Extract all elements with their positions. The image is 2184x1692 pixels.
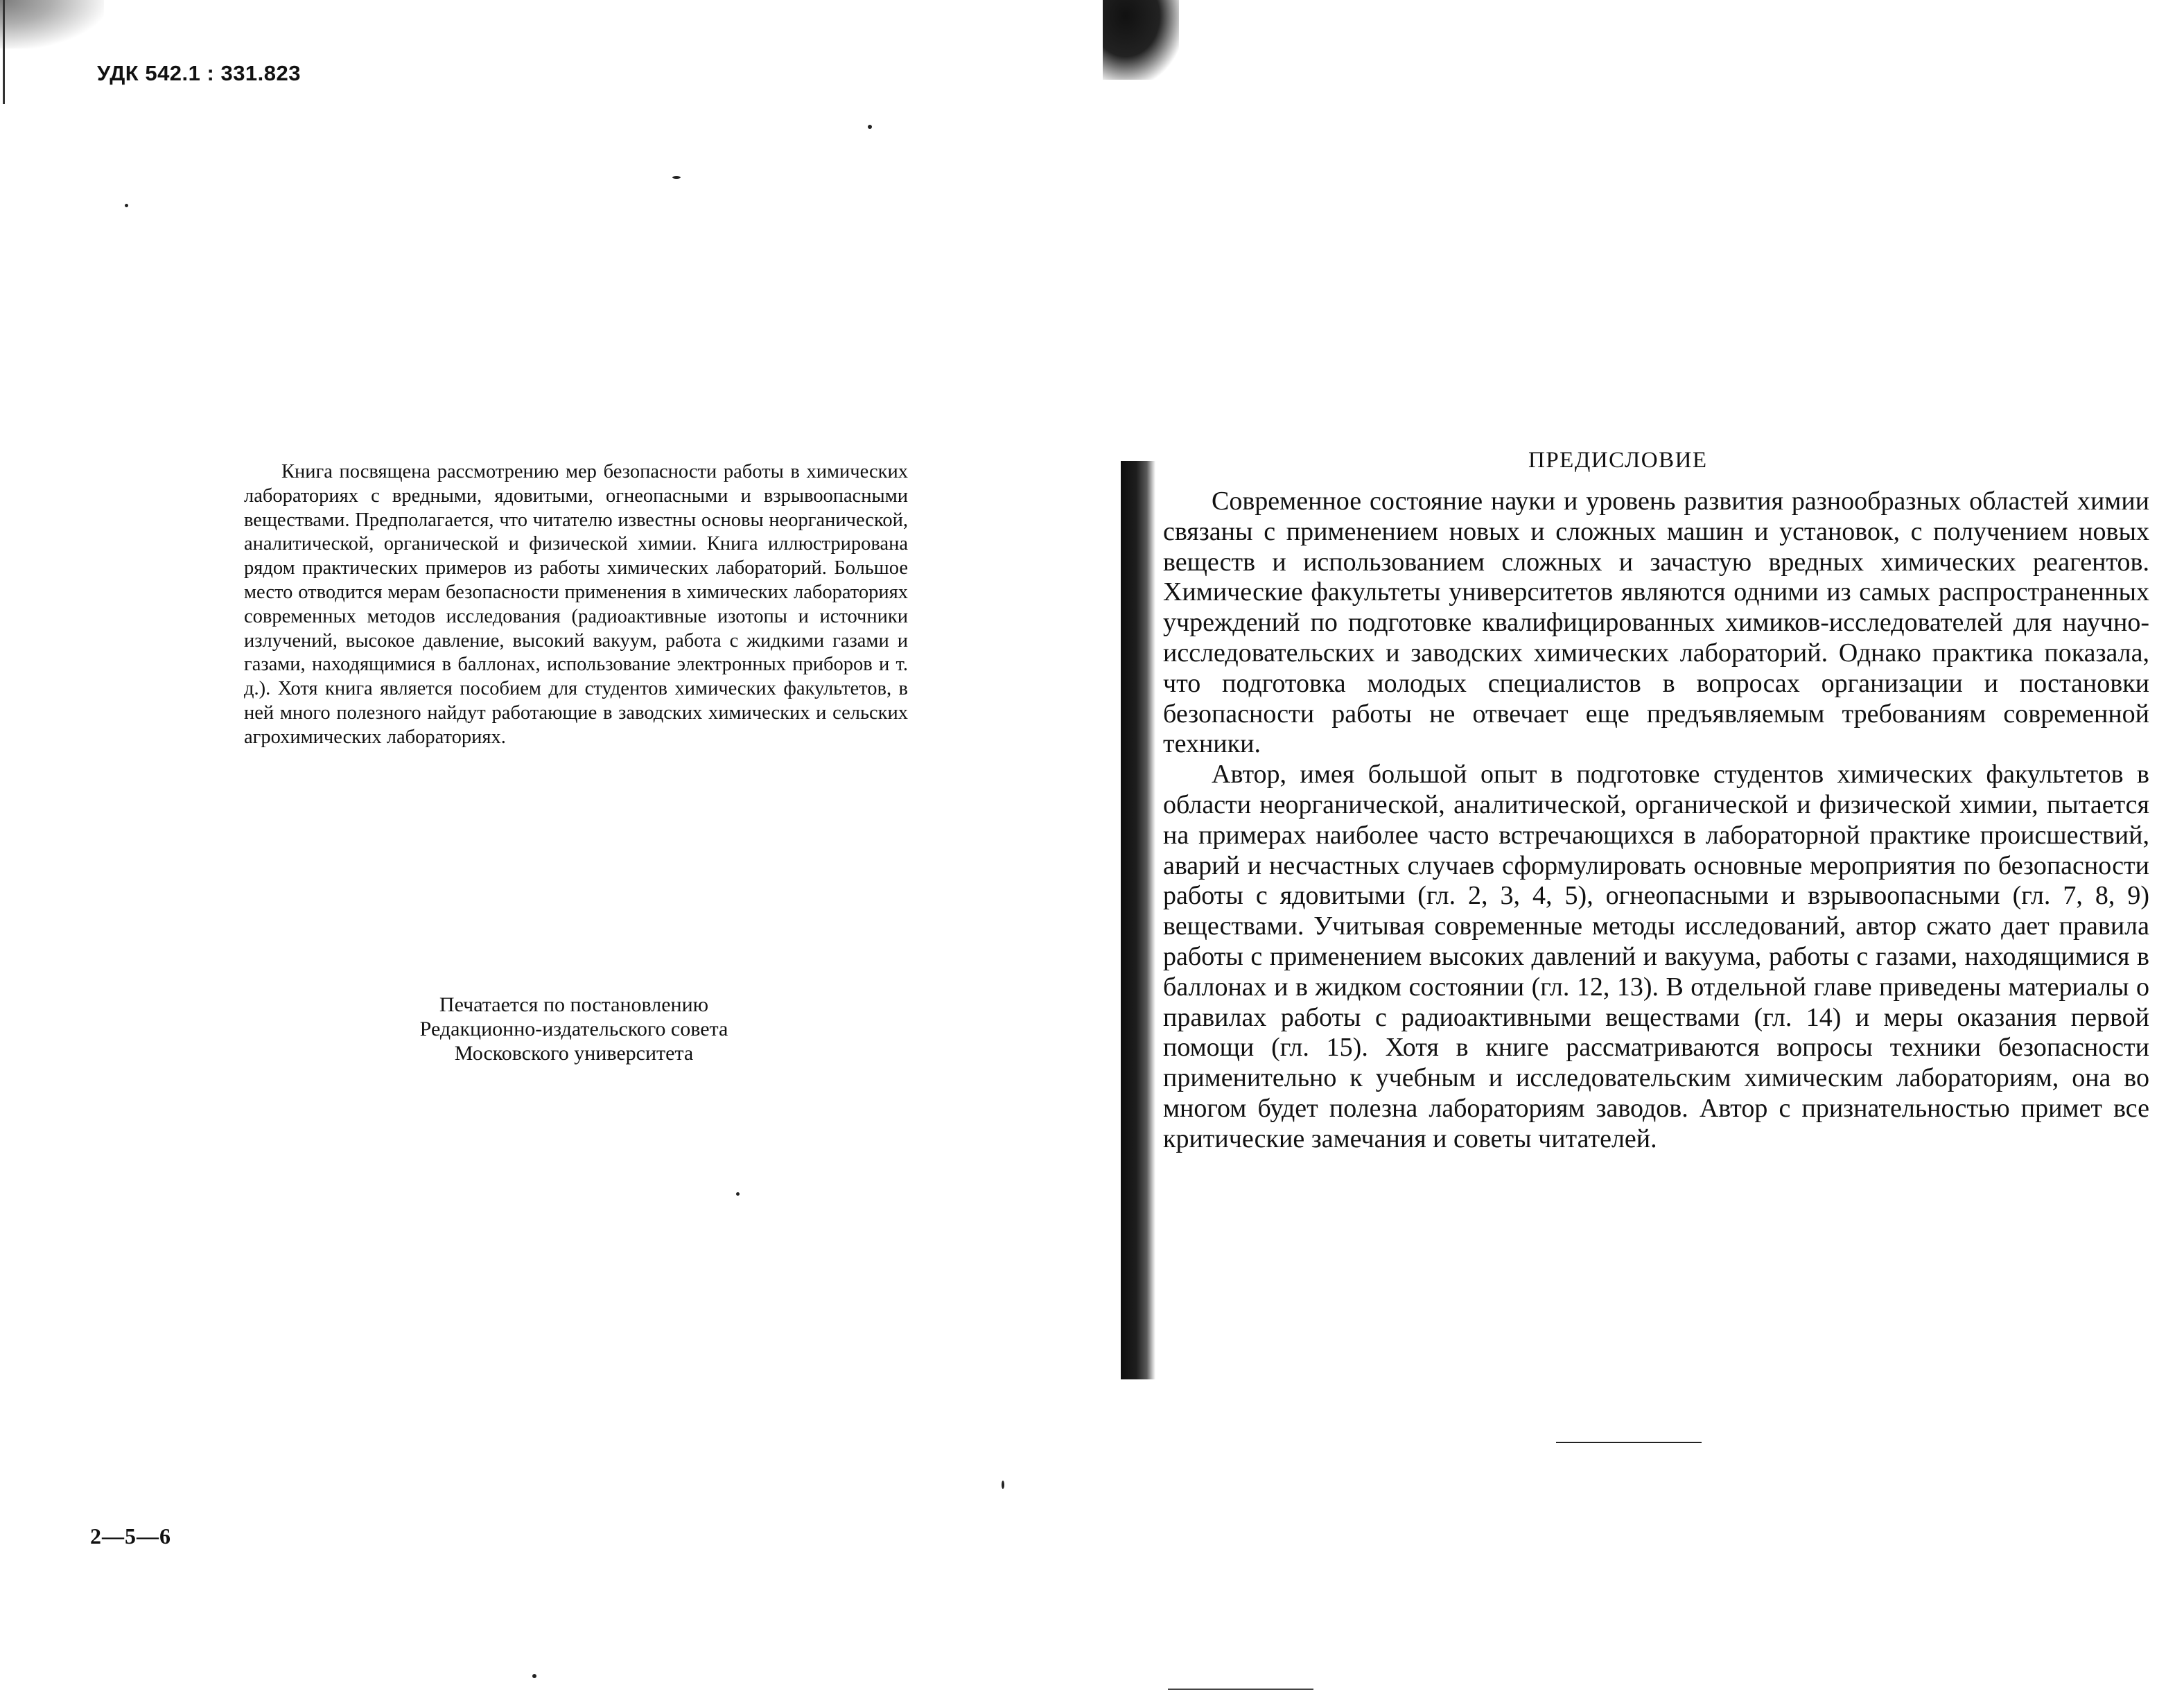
scan-artifact (1168, 1689, 1313, 1690)
preface-text (1163, 487, 2149, 1155)
scan-speck (868, 125, 872, 129)
annotation-text: Книга посвящена рассмотрению мер безопасности работы в химических лабораториях с вредными, ядовитыми, огнеопасными и взрывоопасными веществами. Предполагается, что читателю известны основы неорганической, аналитической, органической и физической химии. Книга иллюстрирована рядом практических примеров из работы химических лабораторий. Большое место отводится мерам безопасности применения в химических лабораториях современных методов исследования (радиоактивные изотопы и источники излучений, высокое давление, высокий вакуум, работа с жидкими газами и газами, находящимися в баллонах, использование электронных приборов и т. д.). Хотя книга является пособием для студентов химических факультетов, в ней много полезного найдут работающие в заводских химических и сельских агрохимических лабораториях. (244, 461, 908, 748)
scan-speck (672, 176, 681, 179)
scan-speck (1002, 1481, 1004, 1489)
end-rule (1556, 1442, 1702, 1443)
section-title: ПРЕДИСЛОВИЕ (1528, 448, 1708, 473)
imprint-line: Печатается по постановлению (439, 993, 709, 1016)
book-annotation (244, 460, 908, 750)
udc-code: УДК 542.1 : 331.823 (97, 61, 302, 85)
imprint-line: Московского университета (454, 1042, 694, 1065)
scan-speck (125, 204, 128, 207)
scan-artifact (1103, 0, 1179, 80)
catalog-code: 2—5—6 (90, 1524, 171, 1549)
imprint-line: Редакционно-издательского совета (419, 1018, 728, 1040)
scan-speck (736, 1192, 740, 1196)
publication-imprint (326, 993, 822, 1065)
scan-artifact (1121, 461, 1155, 1379)
paragraph: Современное состояние науки и уровень развития разнообразных областей химии связаны с применением новых и сложных машин и установок, с получением новых веществ и использованием сложных и зачастую вредных химических реагентов. Химические факультеты университетов являются одними из самых распространенных учреждений по подготовке квалифицированных химиков-исследователей для научно-исследовательских и заводских химических лабораторий. Однако практика показала, что подготовка молодых специалистов в вопросах организации и постановки безопасности работы не отвечает еще предъявляемым требованиям современной техники. (1163, 487, 2149, 759)
scan-artifact (3, 0, 5, 104)
right-page (1092, 0, 2184, 1692)
scan-artifact (0, 0, 104, 49)
scan-speck (532, 1674, 536, 1678)
paragraph: Автор, имея большой опыт в подготовке студентов химических факультетов в области неорганической, аналитической, органической и физической химии, пытается на примерах наиболее часто встречающихся в лабораторной практике происшествий, аварий и несчастных случаев сформулировать основные мероприятия по безопасности работы с ядовитыми (гл. 2, 3, 4, 5), огнеопасными и взрывоопасными (гл. 7, 8, 9) веществами. Учитывая современные методы исследований, автор сжато дает правила работы с применением высоких давлений и вакуума, работы с газами, находящимися в баллонах и в жидком состоянии (гл. 12, 13). В отдельной главе приведены материалы о правилах работы с радиоактивными веществами (гл. 14) и меры оказания первой помощи (гл. 15). Хотя в книге рассматриваются вопросы техники безопасности применительно к учебным и исследовательским химическим лабораториям, она во многом будет полезна лабораториям заводов. Автор с признательностью примет все критические замечания и советы читателей. (1163, 760, 2149, 1153)
